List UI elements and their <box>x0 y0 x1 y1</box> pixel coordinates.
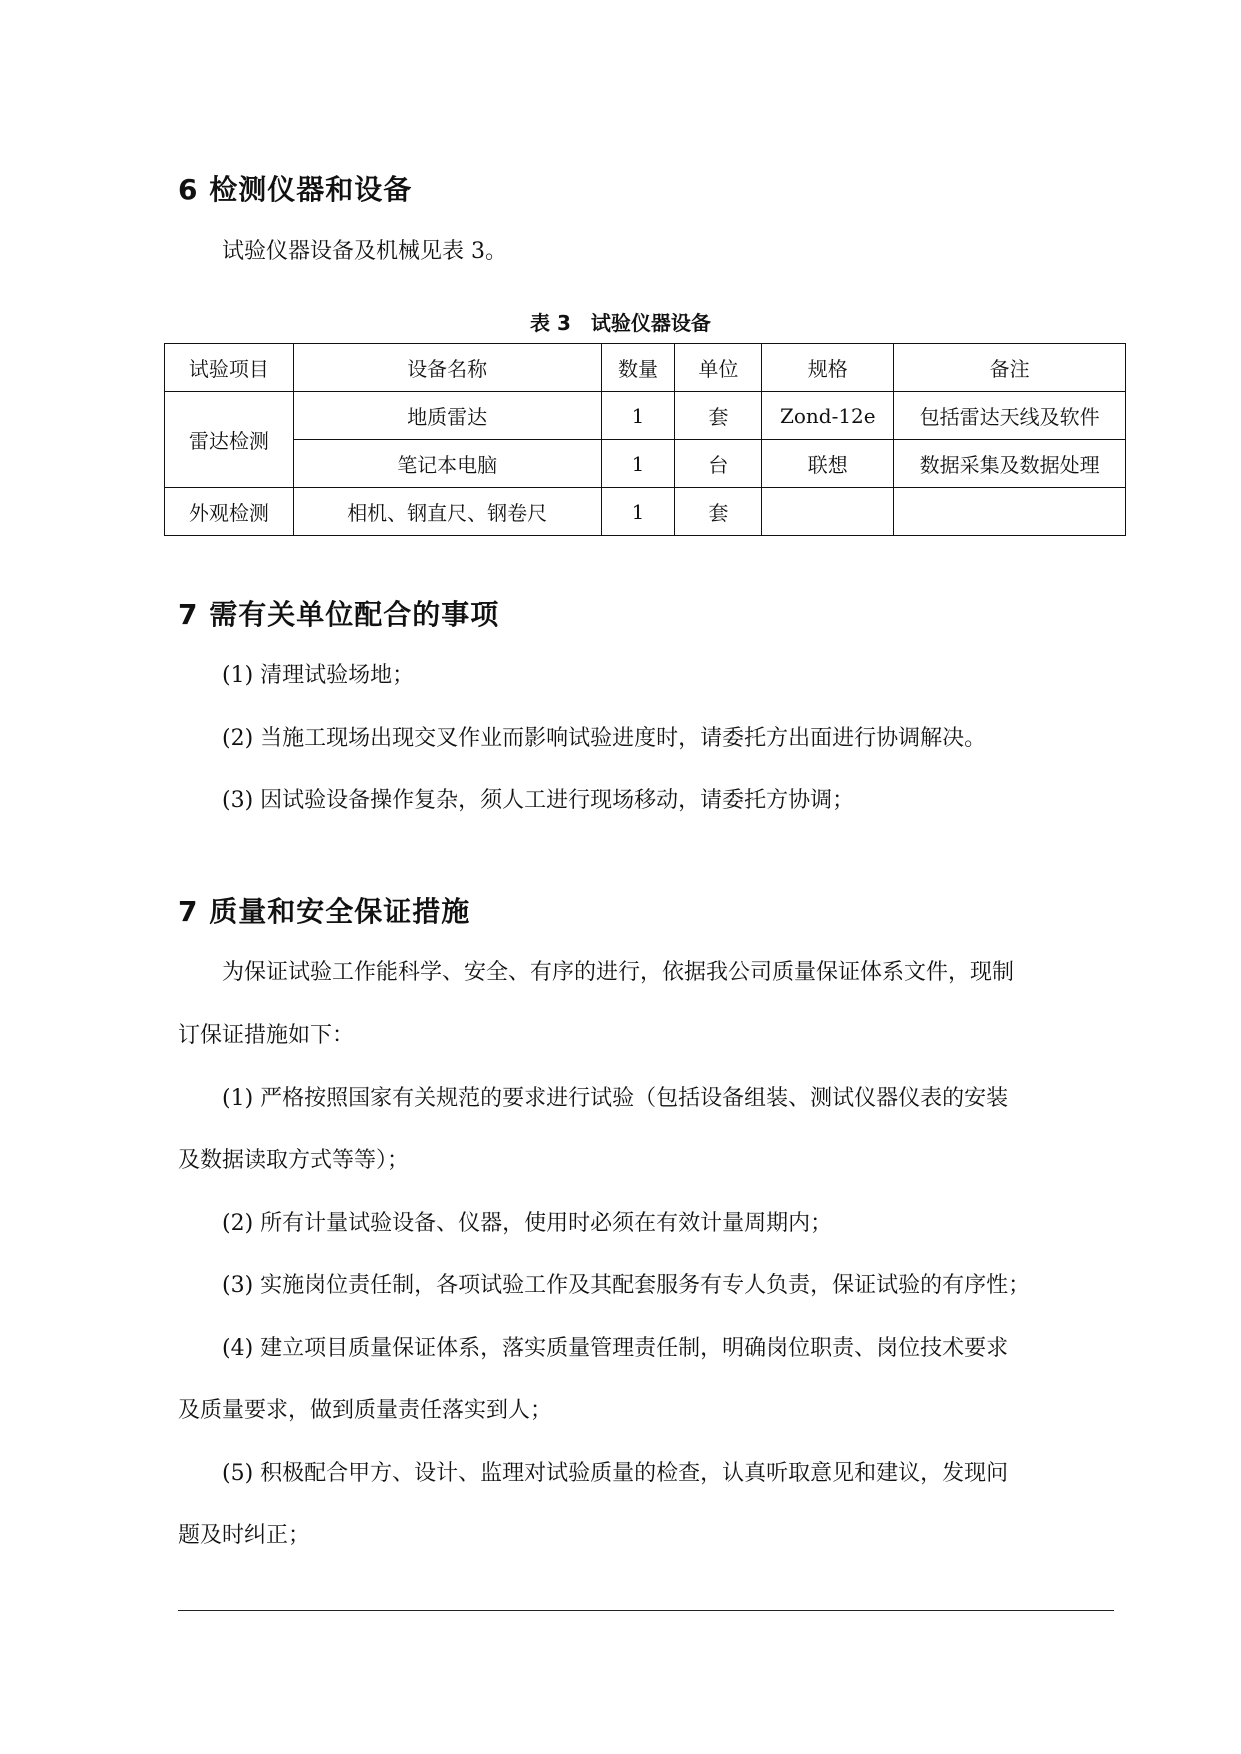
table-row <box>165 488 1126 536</box>
header-cell: 数量 <box>601 344 675 392</box>
coordination-item: (1) 清理试验场地； <box>222 663 415 688</box>
footer-divider <box>178 1610 1114 1611</box>
table-cell <box>762 488 894 536</box>
section-6-heading: 6 检测仪器和设备 <box>178 173 413 206</box>
table-3-caption: 表 3 试验仪器设备 <box>530 311 711 335</box>
table-cell: 相机、钢直尺、钢卷尺 <box>293 488 601 536</box>
table-row <box>165 440 1126 488</box>
quality-item: (1) 严格按照国家有关规范的要求进行试验（包括设备组装、测试仪器仪表的安装 <box>222 1086 1009 1111</box>
table-cell: 台 <box>675 440 762 488</box>
table-cell: 数据采集及数据处理 <box>894 440 1126 488</box>
quality-item: (2) 所有计量试验设备、仪器，使用时必须在有效计量周期内； <box>222 1211 833 1236</box>
table-row <box>165 392 1126 440</box>
header-cell: 设备名称 <box>293 344 601 392</box>
quality-item: (3) 实施岗位责任制，各项试验工作及其配套服务有专人负责，保证试验的有序性； <box>222 1273 1031 1298</box>
header-cell: 试验项目 <box>165 344 294 392</box>
header-cell: 规格 <box>762 344 894 392</box>
group-cell-radar: 雷达检测 <box>165 392 294 488</box>
table-cell: 地质雷达 <box>293 392 601 440</box>
table-header-row <box>165 344 1126 392</box>
table-cell: 1 <box>601 392 675 440</box>
equipment-table <box>164 343 1126 536</box>
table-cell: Zond-12e <box>762 392 894 440</box>
table-cell: 套 <box>675 488 762 536</box>
quality-item: 及数据读取方式等等）； <box>178 1148 410 1173</box>
section-7-coordination-heading: 7 需有关单位配合的事项 <box>178 598 500 631</box>
table-cell: 包括雷达天线及软件 <box>894 392 1126 440</box>
section-7-quality-heading: 7 质量和安全保证措施 <box>178 895 471 928</box>
coordination-item: (2) 当施工现场出现交叉作业而影响试验进度时，请委托方出面进行协调解决。 <box>222 726 987 751</box>
table-cell: 1 <box>601 440 675 488</box>
table-cell: 1 <box>601 488 675 536</box>
quality-item: 及质量要求，做到质量责任落实到人； <box>178 1398 553 1423</box>
quality-item: (4) 建立项目质量保证体系，落实质量管理责任制，明确岗位职责、岗位技术要求 <box>222 1336 1009 1361</box>
table-cell: 联想 <box>762 440 894 488</box>
table-cell <box>894 488 1126 536</box>
table-cell: 笔记本电脑 <box>293 440 601 488</box>
quality-item: (5) 积极配合甲方、设计、监理对试验质量的检查，认真听取意见和建议，发现问 <box>222 1461 1009 1486</box>
quality-intro-line: 订保证措施如下： <box>178 1023 355 1048</box>
table-cell: 外观检测 <box>165 488 294 536</box>
quality-intro-line: 为保证试验工作能科学、安全、有序的进行，依据我公司质量保证体系文件，现制 <box>222 960 1015 985</box>
quality-item: 题及时纠正； <box>178 1523 311 1548</box>
header-cell: 单位 <box>675 344 762 392</box>
table-cell: 套 <box>675 392 762 440</box>
coordination-item: (3) 因试验设备操作复杂，须人工进行现场移动，请委托方协调； <box>222 788 855 813</box>
section-6-intro: 试验仪器设备及机械见表 3。 <box>222 239 507 264</box>
header-cell: 备注 <box>894 344 1126 392</box>
